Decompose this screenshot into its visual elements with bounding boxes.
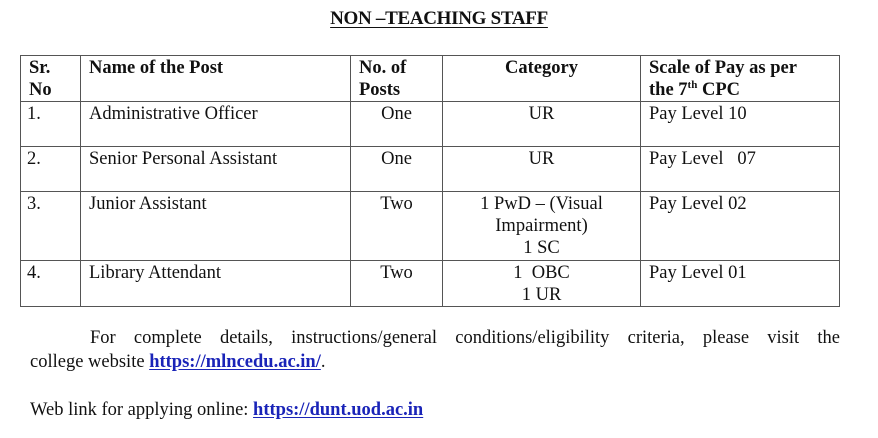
header-pay-superscript: th xyxy=(687,79,698,91)
cell-no-of-posts: One xyxy=(351,147,443,192)
pay-level-value: Pay Level 10 xyxy=(649,104,747,124)
cell-post-name: Administrative Officer xyxy=(81,102,351,147)
cell-pay-level xyxy=(641,192,840,261)
cell-pay-level xyxy=(641,261,840,307)
cell-no-of-posts: One xyxy=(351,102,443,147)
cell-no-of-posts: Two xyxy=(351,261,443,307)
cell-category xyxy=(443,147,641,192)
apply-online-paragraph xyxy=(30,398,840,422)
table-row xyxy=(21,261,840,307)
header-no-of-posts xyxy=(351,56,443,102)
header-sr-no xyxy=(21,56,81,102)
cell-pay-level xyxy=(641,147,840,192)
cell-post-name: Senior Personal Assistant xyxy=(81,147,351,192)
details-paragraph-suffix: . xyxy=(320,352,326,372)
non-teaching-staff-table xyxy=(20,55,840,307)
cell-post-name: Library Attendant xyxy=(81,261,351,307)
header-sr-no-line2: No xyxy=(29,80,52,100)
header-posts-line2: Posts xyxy=(359,80,401,100)
details-paragraph-prefix: college website xyxy=(30,352,150,372)
cell-sr-no: 4. xyxy=(21,261,81,307)
table-row xyxy=(21,102,840,147)
pay-level-value: Pay Level 02 xyxy=(649,194,747,214)
category-line: UR xyxy=(528,149,555,169)
cell-sr-no: 3. xyxy=(21,192,81,261)
cell-category xyxy=(443,192,641,261)
category-line: 1 SC xyxy=(523,238,560,258)
header-post-name xyxy=(81,56,351,102)
cell-category xyxy=(443,261,641,307)
header-category xyxy=(443,56,641,102)
cell-sr-no: 1. xyxy=(21,102,81,147)
header-sr-no-line1: Sr. xyxy=(29,58,51,78)
pay-level-value: Pay Level 01 xyxy=(649,263,747,283)
cell-category xyxy=(443,102,641,147)
header-pay-line1: Scale of Pay as per xyxy=(649,58,797,78)
table-row xyxy=(21,147,840,192)
header-category-text: Category xyxy=(505,58,578,78)
page-title xyxy=(0,8,878,30)
category-line: 1 UR xyxy=(521,285,562,305)
cell-sr-no: 2. xyxy=(21,147,81,192)
header-pay-line2-post: CPC xyxy=(697,80,740,100)
cell-post-name: Junior Assistant xyxy=(81,192,351,261)
header-post-name-text: Name of the Post xyxy=(89,58,224,78)
details-paragraph-line1: For complete details, instructions/general conditions/eligibility criteria, please visit the xyxy=(90,328,840,348)
pay-level-value: Pay Level 07 xyxy=(649,149,756,169)
cell-no-of-posts: Two xyxy=(351,192,443,261)
college-website-link[interactable]: https://mlncedu.ac.in/ xyxy=(149,352,321,372)
details-paragraph xyxy=(30,326,840,374)
page-title-text: NON –TEACHING STAFF xyxy=(330,8,548,29)
cell-pay-level xyxy=(641,102,840,147)
table-row xyxy=(21,192,840,261)
category-line: UR xyxy=(528,104,555,124)
category-line: Impairment) xyxy=(495,216,588,236)
header-pay-line2-pre: the 7 xyxy=(649,80,688,100)
category-line: 1 PwD – (Visual xyxy=(480,194,603,214)
header-posts-line1: No. of xyxy=(359,58,407,78)
category-line: 1 OBC xyxy=(513,263,570,283)
apply-online-prefix: Web link for applying online: xyxy=(30,400,254,420)
header-scale-of-pay xyxy=(641,56,840,102)
table-header-row xyxy=(21,56,840,102)
apply-online-link[interactable]: https://dunt.uod.ac.in xyxy=(253,400,424,420)
